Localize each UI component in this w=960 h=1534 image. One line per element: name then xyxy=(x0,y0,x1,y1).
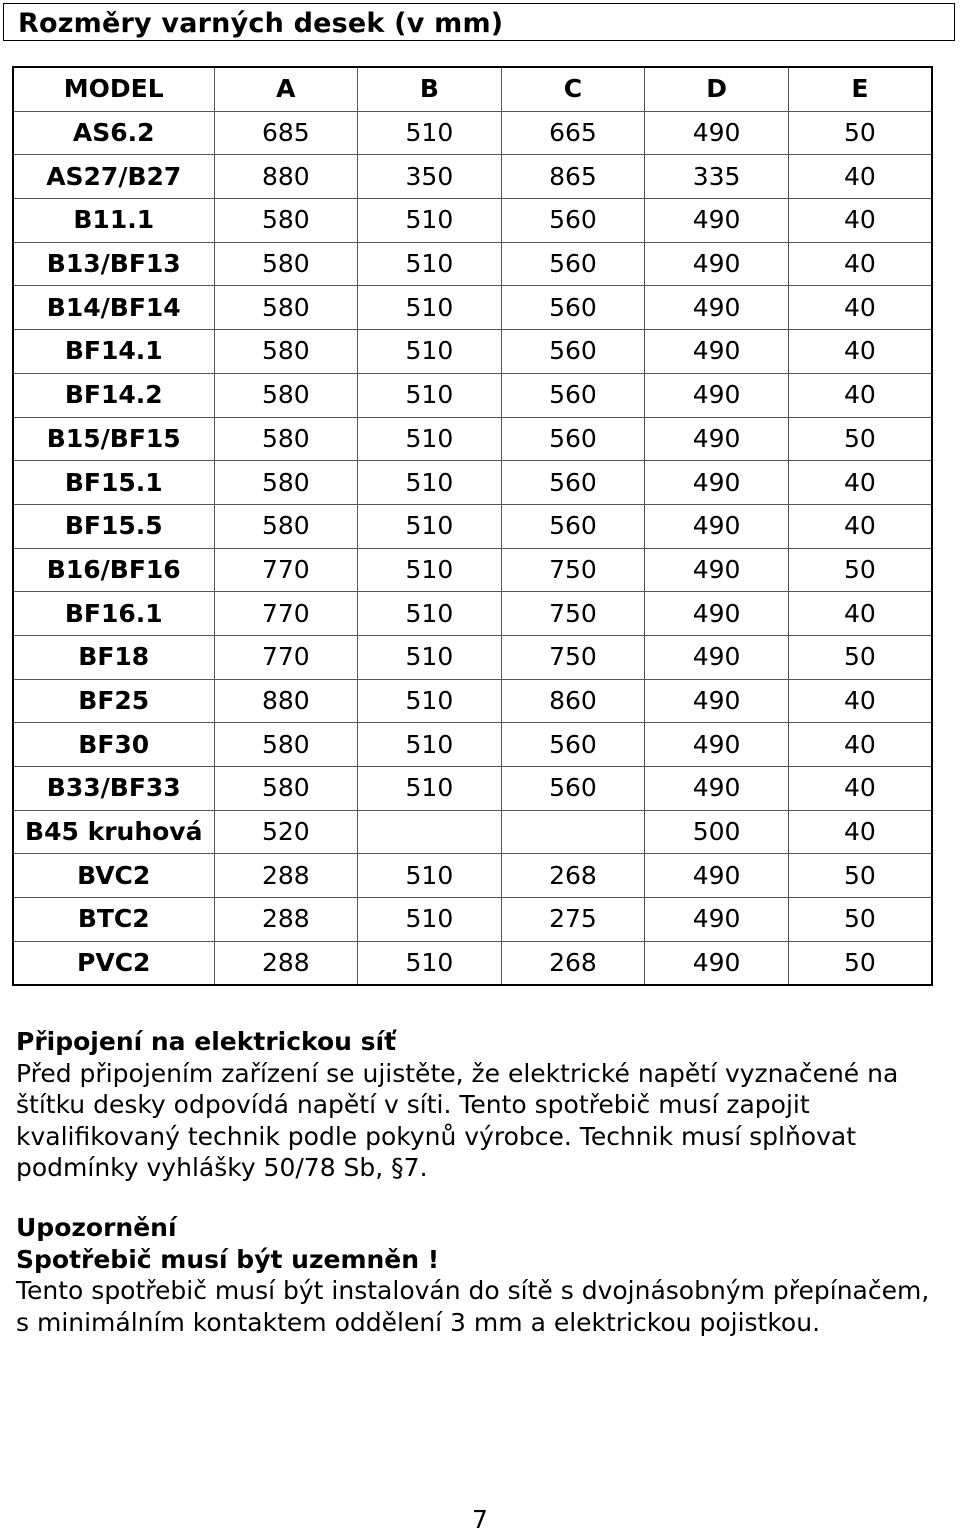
model-cell: BF30 xyxy=(13,723,214,767)
dimension-cell: 490 xyxy=(645,592,789,636)
dimension-cell: 510 xyxy=(358,461,502,505)
dimension-cell: 490 xyxy=(645,767,789,811)
dimension-cell: 860 xyxy=(501,679,645,723)
column-header-model: MODEL xyxy=(13,67,214,111)
model-cell: BF16.1 xyxy=(13,592,214,636)
model-cell: BF14.1 xyxy=(13,330,214,374)
warning-body: Tento spotřebič musí být instalován do sítě s dvojnásobným přepínačem, s minimálním kontaktem oddělení 3 mm a elektrickou pojistkou. xyxy=(16,1276,930,1337)
dimension-cell: 560 xyxy=(501,199,645,243)
dimension-cell: 510 xyxy=(358,286,502,330)
connection-heading: Připojení na elektrickou síť xyxy=(16,1027,397,1056)
dimension-cell: 40 xyxy=(788,767,932,811)
dimension-cell: 880 xyxy=(214,155,358,199)
column-header-e: E xyxy=(788,67,932,111)
dimension-cell: 510 xyxy=(358,330,502,374)
dimension-cell: 750 xyxy=(501,635,645,679)
dimension-cell: 40 xyxy=(788,592,932,636)
dimension-cell: 490 xyxy=(645,330,789,374)
dimension-cell xyxy=(501,810,645,854)
dimension-cell: 560 xyxy=(501,373,645,417)
dimension-cell xyxy=(358,810,502,854)
dimension-cell: 350 xyxy=(358,155,502,199)
dimension-cell: 770 xyxy=(214,592,358,636)
dimension-cell: 510 xyxy=(358,898,502,942)
table-row xyxy=(13,854,932,898)
dimension-cell: 510 xyxy=(358,723,502,767)
dimension-cell: 50 xyxy=(788,898,932,942)
dimension-cell: 50 xyxy=(788,417,932,461)
dimension-cell: 40 xyxy=(788,199,932,243)
dimension-cell: 580 xyxy=(214,461,358,505)
model-cell: B11.1 xyxy=(13,199,214,243)
title-box xyxy=(3,3,955,41)
page-number: 7 xyxy=(472,1505,488,1534)
dimension-cell: 268 xyxy=(501,854,645,898)
dimension-cell: 560 xyxy=(501,417,645,461)
dimension-cell: 560 xyxy=(501,767,645,811)
dimension-cell: 560 xyxy=(501,286,645,330)
dimension-cell: 510 xyxy=(358,417,502,461)
dimension-cell: 580 xyxy=(214,286,358,330)
table-row xyxy=(13,723,932,767)
dimension-cell: 510 xyxy=(358,111,502,155)
model-cell: B16/BF16 xyxy=(13,548,214,592)
warning-section xyxy=(16,1212,946,1338)
dimension-cell: 40 xyxy=(788,242,932,286)
model-cell: BTC2 xyxy=(13,898,214,942)
table-row xyxy=(13,679,932,723)
dimension-cell: 560 xyxy=(501,330,645,374)
table-row xyxy=(13,548,932,592)
dimension-cell: 50 xyxy=(788,548,932,592)
table-row xyxy=(13,111,932,155)
warning-subheading: Spotřebič musí být uzemněn ! xyxy=(16,1244,440,1274)
dimension-cell: 510 xyxy=(358,242,502,286)
table-row xyxy=(13,330,932,374)
table-row xyxy=(13,199,932,243)
connection-body: Před připojením zařízení se ujistěte, že elektrické napětí vyznačené na štítku desky odpovídá napětí v síti. Tento spotřebič musí zapojit kvalifikovaný technik podle pokynů výrobce. Technik musí splňovat podmínky vyhlášky 50/78 Sb, §7. xyxy=(16,1058,899,1182)
dimension-cell: 288 xyxy=(214,898,358,942)
dimension-cell: 510 xyxy=(358,504,502,548)
table-row xyxy=(13,941,932,985)
dimension-cell: 510 xyxy=(358,548,502,592)
dimension-cell: 268 xyxy=(501,941,645,985)
dimension-cell: 770 xyxy=(214,635,358,679)
dimension-cell: 580 xyxy=(214,767,358,811)
table-row xyxy=(13,504,932,548)
dimension-cell: 510 xyxy=(358,592,502,636)
dimension-cell: 750 xyxy=(501,548,645,592)
dimension-cell: 490 xyxy=(645,242,789,286)
dimension-cell: 490 xyxy=(645,504,789,548)
connection-section xyxy=(16,1026,946,1184)
dimension-cell: 880 xyxy=(214,679,358,723)
model-cell: B15/BF15 xyxy=(13,417,214,461)
table-row xyxy=(13,242,932,286)
dimension-cell: 685 xyxy=(214,111,358,155)
column-header-a: A xyxy=(214,67,358,111)
model-cell: AS6.2 xyxy=(13,111,214,155)
dimension-cell: 490 xyxy=(645,461,789,505)
dimension-cell: 335 xyxy=(645,155,789,199)
model-cell: BF15.5 xyxy=(13,504,214,548)
dimension-cell: 490 xyxy=(645,635,789,679)
dimension-cell: 40 xyxy=(788,679,932,723)
dimension-cell: 40 xyxy=(788,155,932,199)
dimension-cell: 275 xyxy=(501,898,645,942)
dimension-cell: 560 xyxy=(501,504,645,548)
dimension-cell: 288 xyxy=(214,941,358,985)
page-title: Rozměry varných desek (v mm) xyxy=(18,8,504,39)
model-cell: BF15.1 xyxy=(13,461,214,505)
dimension-cell: 40 xyxy=(788,286,932,330)
table-row xyxy=(13,635,932,679)
dimension-cell: 490 xyxy=(645,548,789,592)
warning-heading: Upozornění xyxy=(16,1213,177,1242)
dimension-cell: 665 xyxy=(501,111,645,155)
dimension-cell: 510 xyxy=(358,941,502,985)
table-body xyxy=(13,111,932,985)
dimension-cell: 520 xyxy=(214,810,358,854)
dimension-cell: 40 xyxy=(788,461,932,505)
dimension-cell: 510 xyxy=(358,635,502,679)
dimension-cell: 580 xyxy=(214,504,358,548)
dimension-cell: 490 xyxy=(645,679,789,723)
dimension-cell: 560 xyxy=(501,723,645,767)
dimension-cell: 50 xyxy=(788,854,932,898)
table-row xyxy=(13,592,932,636)
dimension-cell: 580 xyxy=(214,373,358,417)
dimension-cell: 50 xyxy=(788,111,932,155)
dimension-cell: 490 xyxy=(645,898,789,942)
table-row xyxy=(13,810,932,854)
dimensions-table xyxy=(12,66,933,986)
model-cell: BF25 xyxy=(13,679,214,723)
model-cell: B45 kruhová xyxy=(13,810,214,854)
dimension-cell: 750 xyxy=(501,592,645,636)
dimension-cell: 580 xyxy=(214,417,358,461)
dimension-cell: 510 xyxy=(358,767,502,811)
dimension-cell: 50 xyxy=(788,941,932,985)
dimension-cell: 490 xyxy=(645,723,789,767)
table-row xyxy=(13,286,932,330)
dimension-cell: 490 xyxy=(645,111,789,155)
column-header-d: D xyxy=(645,67,789,111)
model-cell: B13/BF13 xyxy=(13,242,214,286)
dimension-cell: 560 xyxy=(501,461,645,505)
column-header-c: C xyxy=(501,67,645,111)
dimension-cell: 510 xyxy=(358,373,502,417)
dimension-cell: 490 xyxy=(645,417,789,461)
dimension-cell: 490 xyxy=(645,941,789,985)
model-cell: BF14.2 xyxy=(13,373,214,417)
dimension-cell: 500 xyxy=(645,810,789,854)
table-row xyxy=(13,417,932,461)
dimension-cell: 865 xyxy=(501,155,645,199)
dimension-cell: 288 xyxy=(214,854,358,898)
table-row xyxy=(13,461,932,505)
dimension-cell: 580 xyxy=(214,242,358,286)
dimension-cell: 50 xyxy=(788,635,932,679)
dimension-cell: 580 xyxy=(214,330,358,374)
model-cell: B14/BF14 xyxy=(13,286,214,330)
dimension-cell: 510 xyxy=(358,854,502,898)
model-cell: PVC2 xyxy=(13,941,214,985)
table-row xyxy=(13,898,932,942)
table-row xyxy=(13,767,932,811)
dimension-cell: 40 xyxy=(788,330,932,374)
column-header-b: B xyxy=(358,67,502,111)
dimension-cell: 40 xyxy=(788,504,932,548)
dimension-cell: 40 xyxy=(788,373,932,417)
dimension-cell: 490 xyxy=(645,199,789,243)
dimension-cell: 490 xyxy=(645,373,789,417)
model-cell: BVC2 xyxy=(13,854,214,898)
model-cell: AS27/B27 xyxy=(13,155,214,199)
dimension-cell: 510 xyxy=(358,679,502,723)
model-cell: B33/BF33 xyxy=(13,767,214,811)
table-row xyxy=(13,373,932,417)
dimension-cell: 580 xyxy=(214,199,358,243)
dimension-cell: 490 xyxy=(645,286,789,330)
dimension-cell: 40 xyxy=(788,723,932,767)
dimension-cell: 40 xyxy=(788,810,932,854)
dimension-cell: 770 xyxy=(214,548,358,592)
dimension-cell: 560 xyxy=(501,242,645,286)
model-cell: BF18 xyxy=(13,635,214,679)
table-header-row xyxy=(13,67,932,111)
table-row xyxy=(13,155,932,199)
dimension-cell: 490 xyxy=(645,854,789,898)
dimension-cell: 580 xyxy=(214,723,358,767)
dimension-cell: 510 xyxy=(358,199,502,243)
